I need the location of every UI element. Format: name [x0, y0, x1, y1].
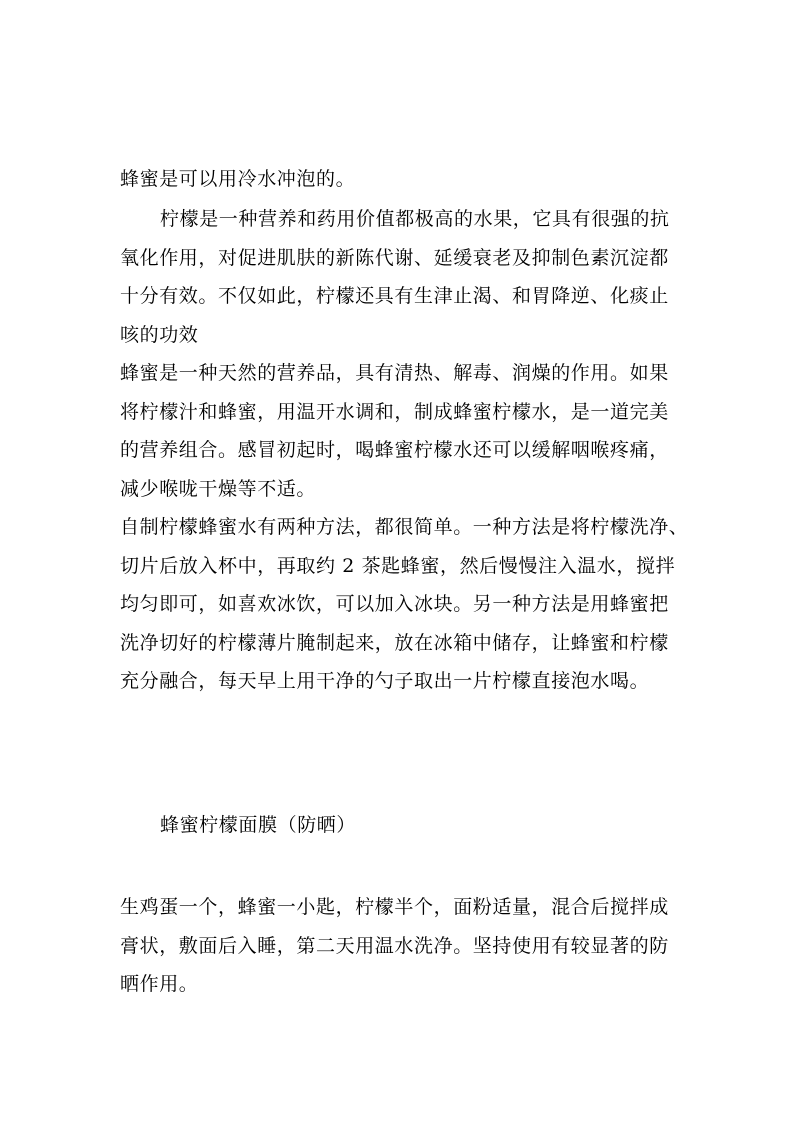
- text-line: 均匀即可，如喜欢冰饮，可以加入冰块。另一种方法是用蜂蜜把: [120, 593, 669, 615]
- text-line: 晒作用。: [120, 973, 199, 995]
- text-line: 的营养组合。感冒初起时，喝蜂蜜柠檬水还可以缓解咽喉疼痛，: [120, 439, 669, 461]
- text-line: 切片后放入杯中，再取约 2 茶匙蜂蜜，然后慢慢注入温水，搅拌: [120, 554, 676, 577]
- text-line: 将柠檬汁和蜂蜜，用温开水调和，制成蜂蜜柠檬水，是一道完美: [120, 400, 669, 423]
- text-line: 膏状，敷面后入睡，第二天用温水洗净。坚持使用有较显著的防: [120, 934, 669, 957]
- text-line: 蜂蜜是可以用冷水冲泡的。: [120, 168, 356, 190]
- paragraph-recipe-methods: [120, 508, 689, 701]
- heading-text: 蜂蜜柠檬面膜（防晒）: [160, 814, 357, 836]
- paragraph-lemon-benefits: [120, 200, 680, 354]
- paragraph-cold-water: [120, 160, 680, 199]
- text-line: 自制柠檬蜂蜜水有两种方法，都很简单。一种方法是将柠檬洗净、: [120, 516, 689, 538]
- text-line: 蜂蜜是一种天然的营养品，具有清热、解毒、润燥的作用。如果: [120, 362, 669, 384]
- text-line: 柠檬是一种营养和药用价值都极高的水果，它具有很强的抗: [160, 208, 670, 230]
- text-line: 咳的功效: [120, 323, 199, 346]
- paragraph-face-mask-recipe: [120, 888, 680, 1004]
- section-heading-face-mask: [120, 806, 680, 845]
- text-line: 生鸡蛋一个，蜂蜜一小匙，柠檬半个，面粉适量，混合后搅拌成: [120, 896, 669, 918]
- paragraph-honey-benefits: [120, 354, 680, 508]
- text-line: 氧化作用，对促进肌肤的新陈代谢、延缓衰老及抑制色素沉淀都: [120, 246, 669, 269]
- text-line: 减少喉咙干燥等不适。: [120, 477, 317, 500]
- text-line: 充分融合，每天早上用干净的勺子取出一片柠檬直接泡水喝。: [120, 670, 650, 692]
- text-line: 洗净切好的柠檬薄片腌制起来，放在冰箱中储存，让蜂蜜和柠檬: [120, 631, 669, 654]
- text-line: 十分有效。不仅如此，柠檬还具有生津止渴、和胃降逆、化痰止: [120, 285, 669, 307]
